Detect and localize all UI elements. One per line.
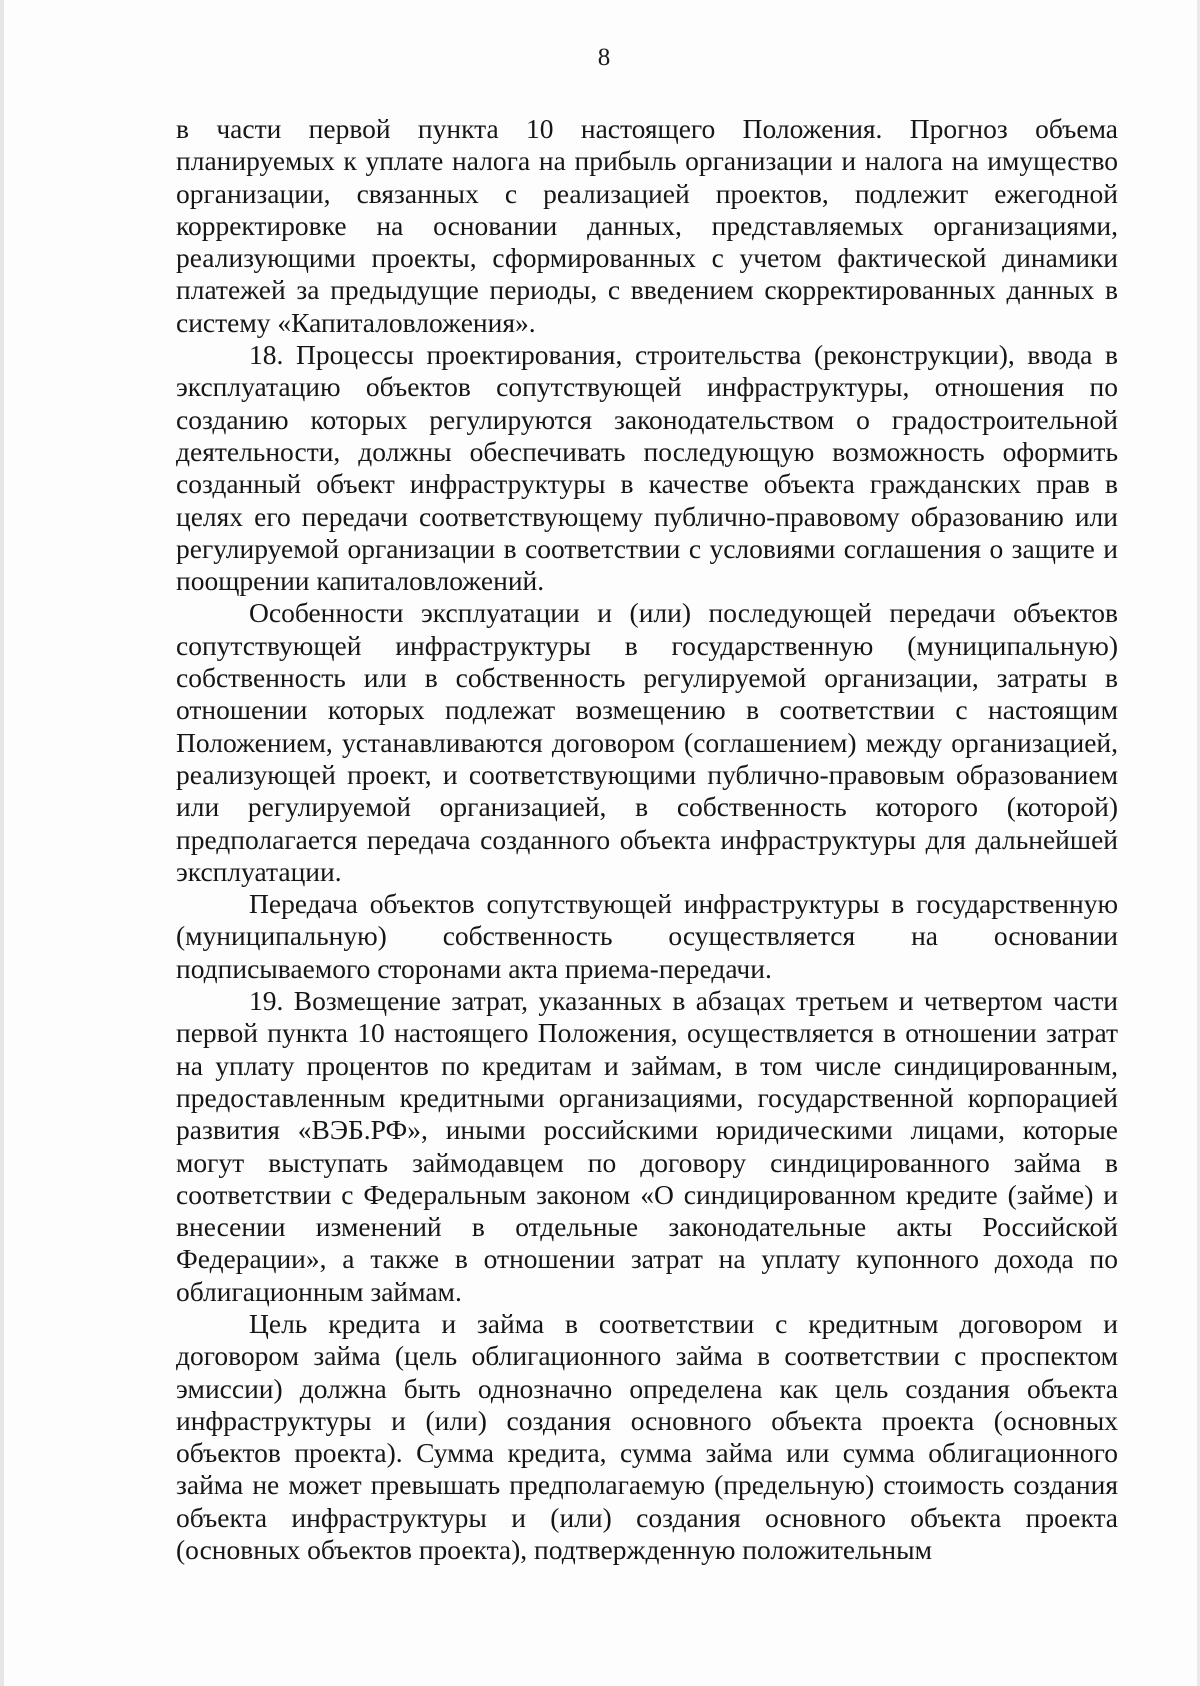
paragraph-item-18: 18. Процессы проектирования, строительства (реконструкции), ввода в эксплуатацию объектов сопутствующей инфраструктуры, отношения по созданию которых регулируются законодательством о градостроительной деятельности, должны обеспечивать последующую возможность оформить созданный объект инфраструктуры в качестве объекта гражданских прав в целях его передачи соответствующему публично-правовому образованию или регулируемой организации в соответствии с условиями соглашения о защите и поощрении капиталовложений. — [176, 339, 1118, 597]
paragraph-item-18-features: Особенности эксплуатации и (или) последующей передачи объектов сопутствующей инфраструктуры в государственную (муниципальную) собственность или в собственность регулируемой организации, затраты в отношении которых подлежат возмещению в соответствии с настоящим Положением, устанавливаются договором (соглашением) между организацией, реализующей проект, и соответствующими публично-правовым образованием или регулируемой организацией, в собственность которого (которой) предполагается передача созданного объекта инфраструктуры для дальнейшей эксплуатации. — [176, 597, 1118, 887]
paragraph-item-19: 19. Возмещение затрат, указанных в абзацах третьем и четвертом части первой пункта 10 настоящего Положения, осуществляется в отношении затрат на уплату процентов по кредитам и займам, в том числе синдицированным, предоставленным кредитными организациями, государственной корпорацией развития «ВЭБ.РФ», иными российскими юридическими лицами, которые могут выступать займодавцем по договору синдицированного займа в соответствии с Федеральным законом «О синдицированном кредите (займе) и внесении изменений в отдельные законодательные акты Российской Федерации», а также в отношении затрат на уплату купонного дохода по облигационным займам. — [176, 985, 1118, 1307]
document-body — [176, 113, 1118, 1566]
paragraph-item-18-transfer: Передача объектов сопутствующей инфраструктуры в государственную (муниципальную) собственность осуществляется на основании подписываемого сторонами акта приема-передачи. — [176, 888, 1118, 984]
paragraph-item-19-purpose: Цель кредита и займа в соответствии с кредитным договором и договором займа (цель облигационного займа в соответствии с проспектом эмиссии) должна быть однозначно определена как цель создания объекта инфраструктуры и (или) создания основного объекта проекта (основных объектов проекта). Сумма кредита, сумма займа или сумма облигационного займа не может превышать предполагаемую (предельную) стоимость создания объекта инфраструктуры и (или) создания основного объекта проекта (основных объектов проекта), подтвержденную положительным — [176, 1307, 1118, 1566]
page-number: 8 — [597, 44, 611, 71]
paragraph-continuation: в части первой пункта 10 настоящего Положения. Прогноз объема планируемых к уплате налога на прибыль организации и налога на имущество организации, связанных с реализацией проектов, подлежит ежегодной корректировке на основании данных, представляемых организациями, реализующими проекты, сформированных с учетом фактической динамики платежей за предыдущие периоды, с введением скорректированных данных в систему «Капиталовложения». — [176, 113, 1118, 338]
